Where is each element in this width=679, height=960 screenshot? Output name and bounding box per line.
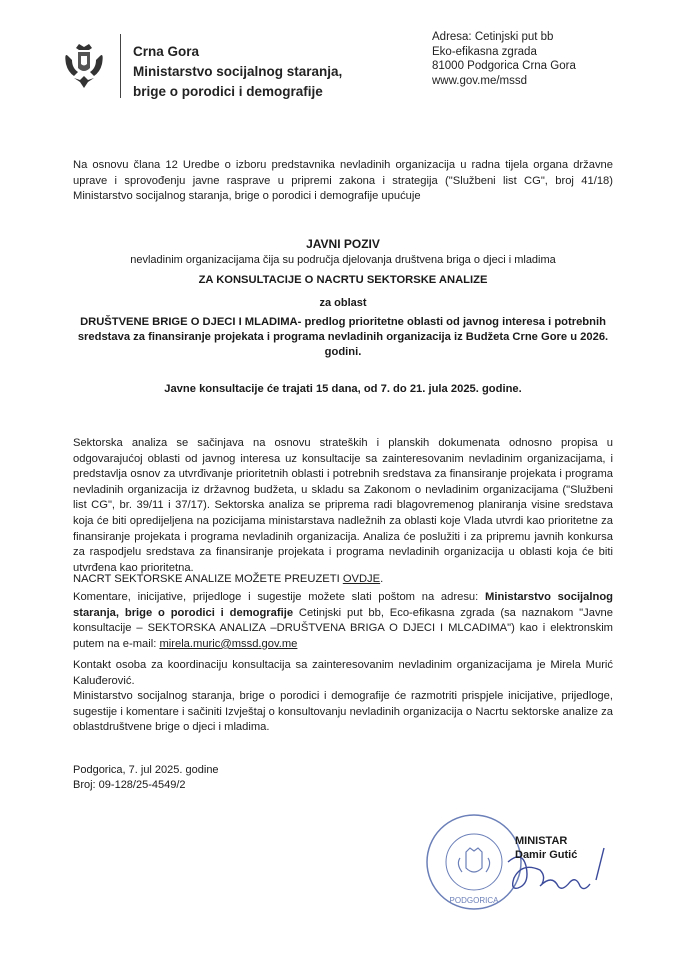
download-suffix: .: [380, 573, 384, 585]
comments-start: Komentare, inicijative, prijedloge i sugestije možete slati poštom na adresu:: [73, 591, 486, 603]
download-text: NACRT SEKTORSKE ANALIZE MOŽETE PREUZETI: [73, 573, 343, 585]
address-line-1: Adresa: Cetinjski put bb: [432, 31, 554, 43]
website: www.gov.me/mssd: [432, 74, 528, 87]
address-block: [432, 30, 576, 88]
place-date: Podgorica, 7. jul 2025. godine: [73, 764, 219, 776]
ministry-line-2: brige o porodici i demografije: [133, 84, 323, 99]
place-date-block: [73, 763, 219, 793]
signatory-title: MINISTAR: [515, 835, 568, 847]
signatory-block: [515, 834, 577, 862]
document-number: Broj: 09-128/25-4549/2: [73, 779, 186, 791]
area-description: DRUŠTVENE BRIGE O DJECI I MLADIMA- predlog prioritetne oblasti od javnog interesa i potrebnih sredstava za finansiranje projekata i programa nevladinih organizacija iz Budžeta Crne Gore u 2026. godini.: [77, 316, 609, 358]
ministry-name: [133, 42, 342, 102]
comments-ministry: Ministarstvo socijalnog staranja, brige o porodici i demografije: [73, 591, 613, 619]
sector-analysis-paragraph: Sektorska analiza se sačinjava na osnovu strateških i planskih dokumenata odnosno propisa u odgovarajućoj oblasti od javnog interesa uz konsultacije sa zainteresovanim nevladinim organizacijama, i predstavlja osnov za utvrđivanje prioritetnih oblasti i potrebnih sredstava za finansiranje projekata i programa nevladinih organizacija iz državnog budžeta, u skladu sa Zakonom o nevladinim organizacijama ("Službeni list CG", br. 39/11 i 37/17). Sektorska analiza se priprema radi blagovremenog planiranja visine sredstava koja će biti opredijeljena na pozicijama ministarstava nadležnih za oblasti koje Vlada utvrdi kao prioritetne za finansiranje projekata i programa nevladinih organizacija. Analiza će poslužiti i za pripremu javnih konkursa za raspodjelu sredstava za finansiranje projekata i programa nevladinih organizacija u oblasti koja će biti utvrđena kao prioritetna.: [73, 437, 613, 574]
call-subtitle: nevladinim organizacijama čija su područja djelovanja društvena briga o djeci i mladima: [130, 254, 556, 266]
download-link[interactable]: OVDJE: [342, 573, 381, 585]
consultation-duration: Javne konsultacije će trajati 15 dana, od 7. do 21. jula 2025. godine.: [164, 383, 522, 395]
address-line-3: 81000 Podgorica Crna Gora: [432, 60, 576, 72]
stamp-city: PODGORICA: [449, 896, 499, 905]
call-title: JAVNI POZIV: [306, 237, 380, 251]
comments-end: Cetinjski put bb, Eco-efikasna zgrada (sa naznakom "Javne konsultacije – SEKTORSKA ANALIZA –DRUŠTVENA BRIGA O DJECI I MLCADIMA") kao i elektronskim putem na e-mail:: [73, 606, 614, 650]
ministry-line-1: Ministarstvo socijalnog staranja,: [133, 64, 343, 79]
intro-paragraph: Na osnovu člana 12 Uredbe o izboru predstavnika nevladinih organizacija u radna tijela organa državne uprave i sprovođenju javne rasprave u pripremi zakona i strategija ("Službeni list CG", broj 41/18) Ministarstvo socijalnog staranja, brige o porodici i demografije upućuje: [73, 159, 613, 203]
address-line-2: Eko-efikasna zgrada: [432, 45, 537, 58]
contact-paragraph: Kontakt osoba za koordinaciju konsultacija sa zainteresovanim nevladinim organizacijama je Mirela Murić Kaluđerović.: [73, 659, 613, 687]
closing-paragraph: Ministarstvo socijalnog staranja, brige o porodici i demografije će razmotriti prispjele inicijative, prijedloge, sugestije i komentare i sačiniti Izvještaj o konsultovanju nevladinih organizacija o Nacrtu sektorske analize za oblastdruštvene brige o djeci i mladima.: [73, 690, 613, 734]
header-divider: [120, 34, 121, 98]
coat-of-arms-icon: [62, 42, 106, 90]
email-link[interactable]: mirela.muric@mssd.gov.me: [159, 637, 298, 650]
download-line: [73, 573, 383, 585]
country-name: Crna Gora: [133, 44, 200, 59]
comments-paragraph: [73, 590, 613, 652]
for-area-label: za oblast: [319, 297, 367, 309]
consultation-heading: ZA KONSULTACIJE O NACRTU SEKTORSKE ANALIZE: [198, 274, 488, 286]
signatory-name: Damir Gutić: [515, 849, 578, 861]
